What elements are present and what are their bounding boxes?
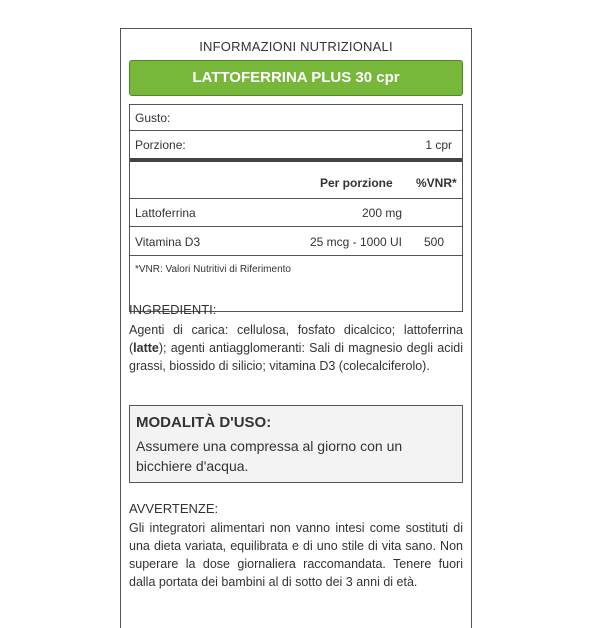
gusto-label: Gusto: bbox=[135, 111, 171, 125]
thick-divider bbox=[130, 158, 462, 162]
nutrition-facts-table bbox=[129, 104, 463, 312]
usage-box bbox=[129, 405, 463, 483]
divider bbox=[130, 130, 462, 131]
nutrient-amount: 200 mg bbox=[361, 206, 402, 220]
column-header-vnr: %VNR* bbox=[416, 176, 457, 190]
divider bbox=[130, 198, 462, 199]
usage-text: Assumere una compressa al giorno con un bicchiere d'acqua. bbox=[136, 438, 403, 474]
allergen-highlight: latte bbox=[133, 341, 159, 355]
usage-heading: MODALITÀ D'USO: bbox=[136, 414, 272, 431]
nutrient-name: Lattoferrina bbox=[135, 206, 196, 220]
nutrition-label-panel bbox=[120, 28, 472, 628]
warnings-text: Gli integratori alimentari non vanno intesi come sostituti di una dieta variata, equilibrata e di uno stile di vita sano. Non superare la dose giornaliera raccomandata. Tenere fuori dalla portata dei bambini al di sotto dei 3 anni di età. bbox=[129, 521, 463, 589]
nutrient-name: Vitamina D3 bbox=[135, 235, 201, 249]
nutrient-vnr: 500 bbox=[423, 235, 444, 249]
info-title: INFORMAZIONI NUTRIZIONALI bbox=[199, 39, 393, 54]
porzione-value: 1 cpr bbox=[425, 138, 452, 152]
warnings-heading: AVVERTENZE: bbox=[129, 501, 219, 516]
ingredients-text-part: ); agenti antiagglomeranti: Sali di magnesio degli acidi grassi, biossido di silicio; vitamina D3 (colecalciferolo). bbox=[129, 341, 463, 373]
ingredients-heading: INGREDIENTI: bbox=[129, 302, 217, 317]
porzione-label: Porzione: bbox=[135, 138, 186, 152]
ingredients-text bbox=[129, 321, 463, 375]
vnr-footnote: *VNR: Valori Nutritivi di Riferimento bbox=[135, 264, 291, 275]
ingredients-text-part: Agenti di carica: cellulosa, fosfato dicalcico; lattoferrina ( bbox=[129, 323, 463, 355]
divider bbox=[130, 255, 462, 256]
divider bbox=[130, 226, 462, 227]
column-header-per-portion: Per porzione bbox=[320, 176, 393, 190]
product-name-banner: LATTOFERRINA PLUS 30 cpr bbox=[129, 60, 463, 96]
nutrient-amount: 25 mcg - 1000 UI bbox=[309, 235, 402, 249]
